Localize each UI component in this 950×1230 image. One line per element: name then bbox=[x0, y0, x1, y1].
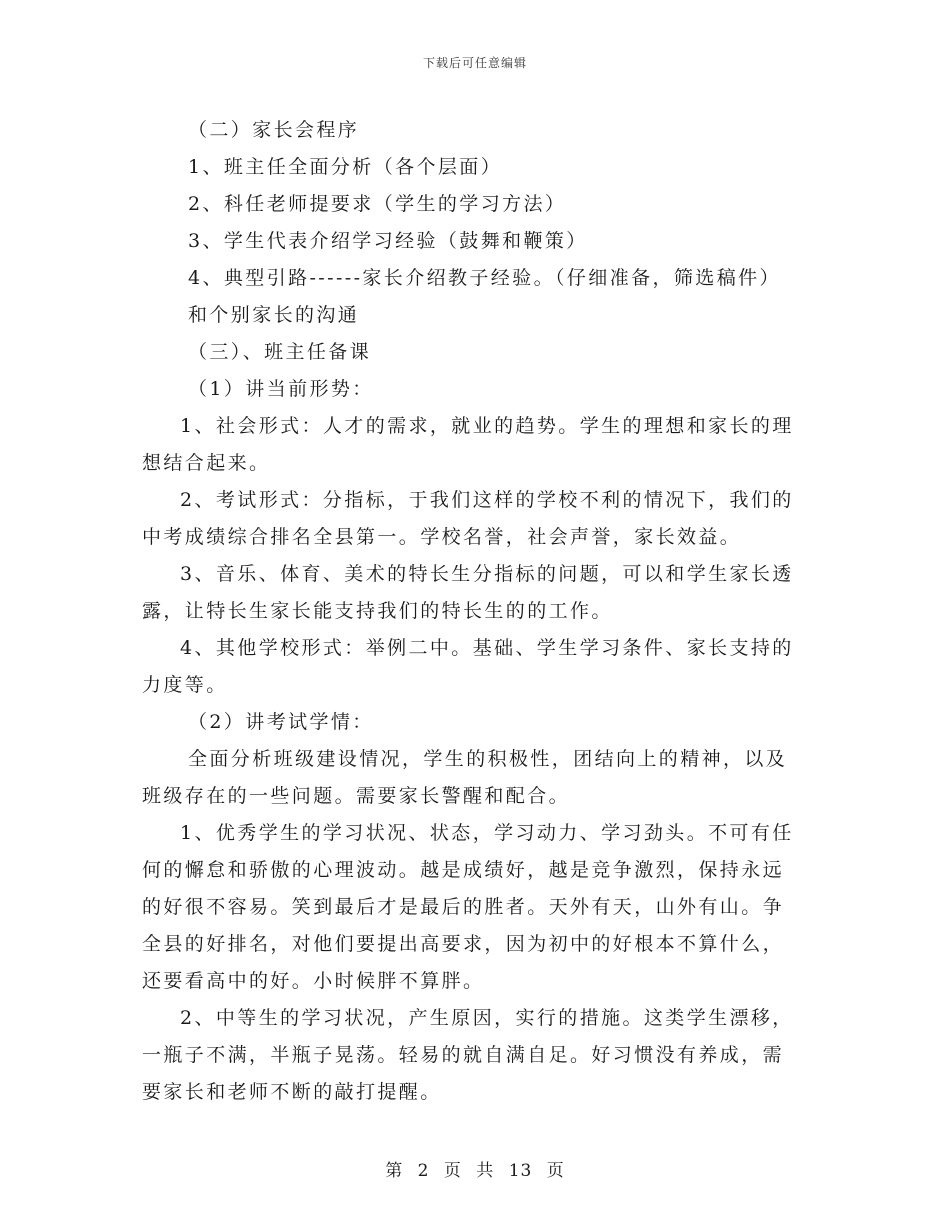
subsection-heading: （1）讲当前形势： bbox=[188, 378, 374, 400]
body-line: 的好很不容易。笑到最后才是最后的胜者。天外有天，山外有山。争 bbox=[142, 896, 785, 918]
body-line: 2、科任老师提要求（学生的学习方法） bbox=[188, 193, 567, 215]
page-unit: 页 bbox=[443, 1161, 462, 1181]
document-body bbox=[142, 112, 814, 1111]
body-line: 要家长和老师不断的敲打提醒。 bbox=[142, 1081, 442, 1103]
body-line: 何的懈怠和骄傲的心理波动。越是成绩好，越是竞争激烈，保持永远 bbox=[142, 859, 785, 881]
body-line: 力度等。 bbox=[142, 674, 228, 696]
body-line: 中考成绩综合排名全县第一。学校名誉，社会声誉，家长效益。 bbox=[142, 526, 742, 548]
total-pages: 13 bbox=[508, 1161, 533, 1181]
page-number: 2 bbox=[417, 1161, 430, 1181]
body-line: 一瓶子不满，半瓶子晃荡。轻易的就自满自足。好习惯没有养成，需 bbox=[142, 1044, 785, 1066]
body-line: 3、学生代表介绍学习经验（鼓舞和鞭策） bbox=[188, 230, 588, 252]
subsection-heading: （2）讲考试学情： bbox=[188, 711, 374, 733]
body-line: 全面分析班级建设情况，学生的积极性，团结向上的精神，以及 bbox=[188, 748, 788, 770]
body-line: 和个别家长的沟通 bbox=[188, 304, 360, 326]
body-line: 1、班主任全面分析（各个层面） bbox=[188, 156, 503, 178]
body-line: 班级存在的一些问题。需要家长警醒和配合。 bbox=[142, 785, 571, 807]
section-heading: （二）家长会程序 bbox=[188, 119, 360, 141]
body-line: 全县的好排名，对他们要提出高要求，因为初中的好根本不算什么， bbox=[142, 933, 785, 955]
page-label: 第 bbox=[385, 1161, 404, 1181]
total-unit: 页 bbox=[546, 1161, 565, 1181]
body-line: 露，让特长生家长能支持我们的特长生的的工作。 bbox=[142, 600, 613, 622]
section-heading: （三）、班主任备课 bbox=[188, 341, 372, 363]
total-label: 共 bbox=[476, 1161, 495, 1181]
body-line: 想结合起来。 bbox=[142, 452, 271, 474]
body-line: 4、典型引路------家长介绍教子经验。（仔细准备，筛选稿件） bbox=[188, 267, 781, 289]
header-note: 下载后可任意编辑 bbox=[422, 56, 527, 70]
body-line: 3、音乐、体育、美术的特长生分指标的问题，可以和学生家长透 bbox=[180, 563, 794, 585]
body-line: 2、中等生的学习状况，产生原因，实行的措施。这类学生漂移， bbox=[180, 1007, 794, 1029]
body-line: 还要看高中的好。小时候胖不算胖。 bbox=[142, 970, 485, 992]
body-line: 1、社会形式：人才的需求，就业的趋势。学生的理想和家长的理 bbox=[180, 415, 794, 437]
body-line: 4、其他学校形式：举例二中。基础、学生学习条件、家长支持的 bbox=[180, 637, 794, 659]
body-line: 1、优秀学生的学习状况、状态，学习动力、学习劲头。不可有任 bbox=[180, 822, 794, 844]
page-footer bbox=[0, 1156, 950, 1181]
body-line: 2、考试形式：分指标，于我们这样的学校不利的情况下，我们的 bbox=[180, 489, 794, 511]
